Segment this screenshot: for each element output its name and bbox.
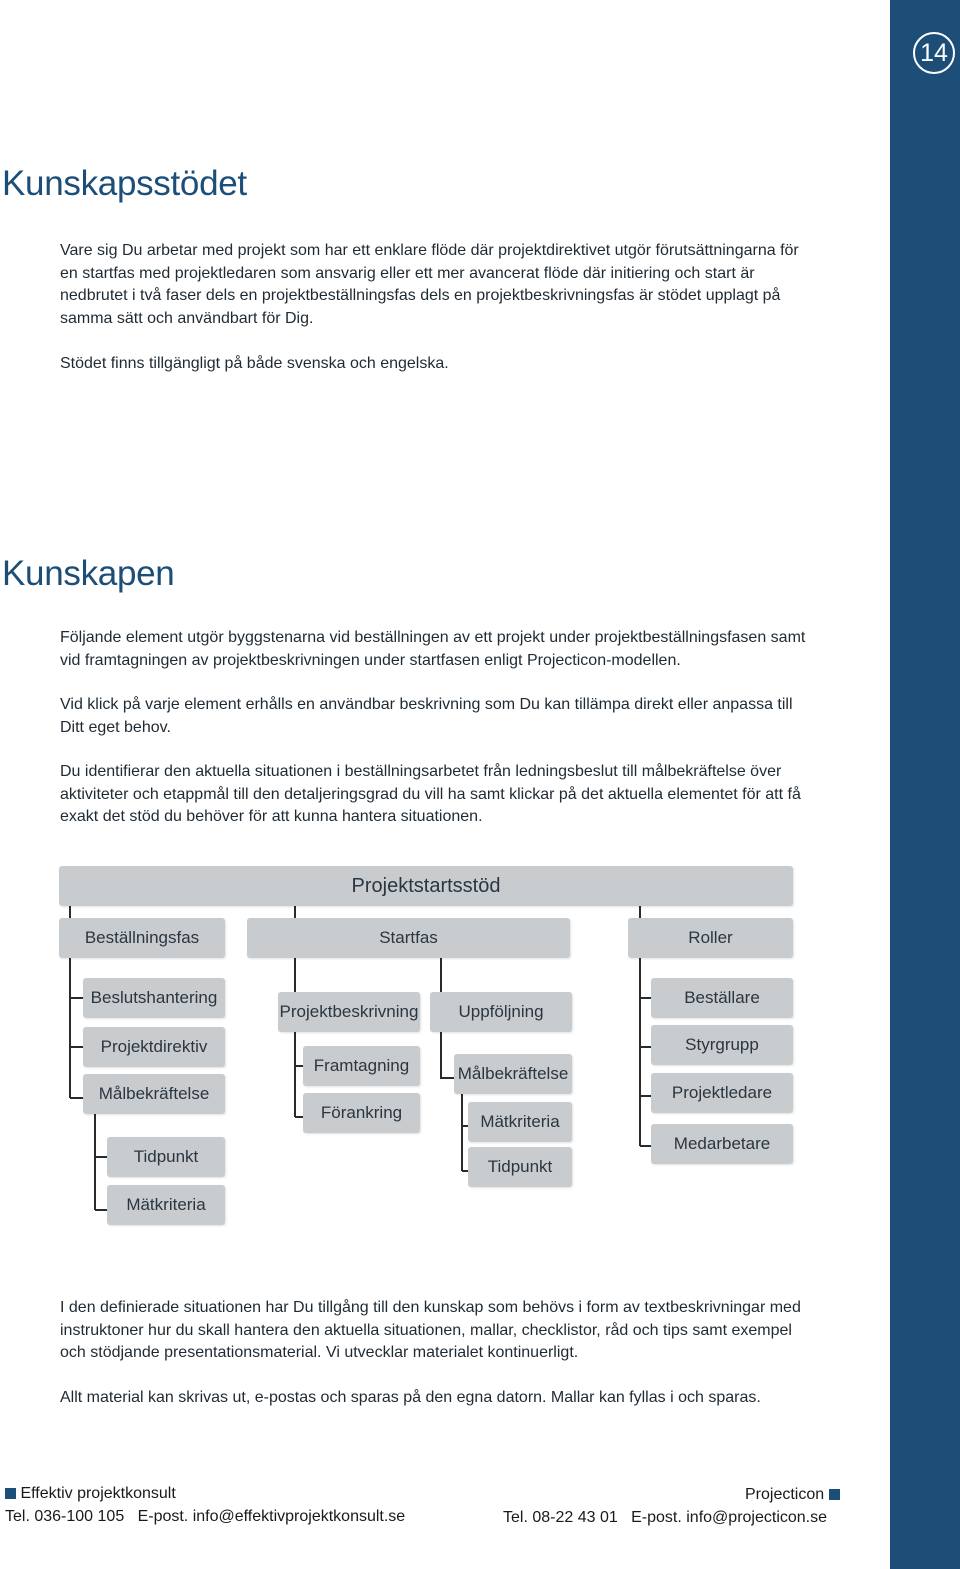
connector-roller-children (640, 958, 651, 1146)
footer-left-contact (5, 1508, 405, 1526)
diagram-uppfoljning[interactable]: Uppföljning (430, 992, 572, 1032)
footer-left-company: Effektiv projektkonsult (20, 1485, 176, 1502)
diagram-root-projektstartsstod[interactable]: Projektstartsstöd (59, 866, 793, 906)
footer-left-email-link[interactable]: info@effektivprojektkonsult.se (192, 1508, 406, 1525)
diagram-malbekraftelse-bestallning[interactable]: Målbekräftelse (83, 1074, 225, 1114)
square-bullet-icon (829, 1489, 840, 1500)
diagram-roller[interactable]: Roller (628, 918, 793, 958)
diagram-forankring[interactable]: Förankring (303, 1093, 420, 1133)
footer-right-email-label: E-post. (631, 1509, 682, 1526)
footer-right-tel-label: Tel. (503, 1509, 528, 1526)
connector-malbekraftelse-children (95, 1114, 107, 1210)
connector-projektbeskrivning-children (295, 1032, 303, 1117)
section-title-kunskapsstodet: Kunskapsstödet (2, 164, 247, 203)
footer-left-tel[interactable]: 036-100 105 (34, 1508, 125, 1525)
footer-right-contact (503, 1509, 827, 1527)
section-title-kunskapen: Kunskapen (2, 554, 175, 593)
diagram-medarbetare[interactable]: Medarbetare (651, 1124, 793, 1164)
diagram-bestallningsfas[interactable]: Beställningsfas (59, 918, 225, 958)
footer-right-company: Projecticon (745, 1486, 825, 1503)
diagram-framtagning[interactable]: Framtagning (303, 1046, 420, 1086)
diagram-projektledare[interactable]: Projektledare (651, 1073, 793, 1113)
identify-paragraph: Du identifierar den aktuella situationen i beställningsarbetet från ledningsbeslut till målbekräftelse över aktiviteter och etappmål till den detaljeringsgrad du vill ha samt klickar på det aktuella elementet för att få exakt det stöd du behöver för att kunna hantera situationen. (60, 763, 801, 825)
footer-left-tel-label: Tel. (5, 1508, 30, 1525)
intro-paragraph: Vare sig Du arbetar med projekt som har ett enklare flöde där projektdirektivet utgör förutsättningarna för en startfas med projektledaren som ansvarig eller ett mer avancerat flöde där initiering och start är nedbrutet i två faser dels en projektbeställningsfas dels en projektbeskrivningsfas är stödet upplagt på samma sätt och användbart för Dig. (60, 242, 799, 327)
language-paragraph: Stödet finns tillgängligt på både svenska och engelska. (60, 355, 449, 372)
material-paragraph: I den definierade situationen har Du tillgång till den kunskap som behövs i form av textbeskrivningar med instruktoner hur du skall hantera den aktuella situationen, mallar, checklistor, råd och tips samt exempel och stödjande presentationsmaterial. Vi utvecklar materialet kontinuerligt. (60, 1299, 801, 1361)
diagram-projektdirektiv[interactable]: Projektdirektiv (83, 1027, 225, 1067)
diagram-styrgrupp[interactable]: Styrgrupp (651, 1025, 793, 1065)
footer-right-company-line (745, 1486, 840, 1504)
connector-uppfoljning-children (441, 1032, 454, 1078)
diagram-matkriteria-bestallning[interactable]: Mätkriteria (107, 1185, 225, 1225)
square-bullet-icon (5, 1488, 16, 1499)
diagram-startfas[interactable]: Startfas (247, 918, 570, 958)
footer-right-tel[interactable]: 08-22 43 01 (532, 1509, 618, 1526)
connector-bestallningsfas-children (70, 958, 83, 1098)
diagram-bestallare[interactable]: Beställare (651, 978, 793, 1018)
elements-paragraph: Följande element utgör byggstenarna vid beställningen av ett projekt under projektbeställningsfasen samt vid framtagningen av projektbeskrivningen under startfasen enligt Projecticon-modellen. (60, 629, 806, 669)
footer-left-email-label: E-post. (137, 1508, 189, 1525)
diagram-beslutshantering[interactable]: Beslutshantering (83, 978, 225, 1018)
diagram-matkriteria-start[interactable]: Mätkriteria (468, 1102, 572, 1142)
page-number: 14 (913, 32, 955, 74)
diagram-tidpunkt-bestallning[interactable]: Tidpunkt (107, 1137, 225, 1177)
footer-right-email-link[interactable]: info@projecticon.se (686, 1509, 828, 1526)
print-paragraph: Allt material kan skrivas ut, e-postas och sparas på den egna datorn. Mallar kan fyllas i och sparas. (60, 1389, 761, 1406)
diagram-malbekraftelse-start[interactable]: Målbekräftelse (454, 1054, 572, 1094)
diagram-projektbeskrivning[interactable]: Projektbeskrivning (278, 992, 420, 1032)
diagram-tidpunkt-start[interactable]: Tidpunkt (468, 1147, 572, 1187)
footer-left-company-line (5, 1485, 176, 1503)
click-paragraph: Vid klick på varje element erhålls en användbar beskrivning som Du kan tillämpa direkt eller anpassa till Ditt eget behov. (60, 696, 793, 736)
